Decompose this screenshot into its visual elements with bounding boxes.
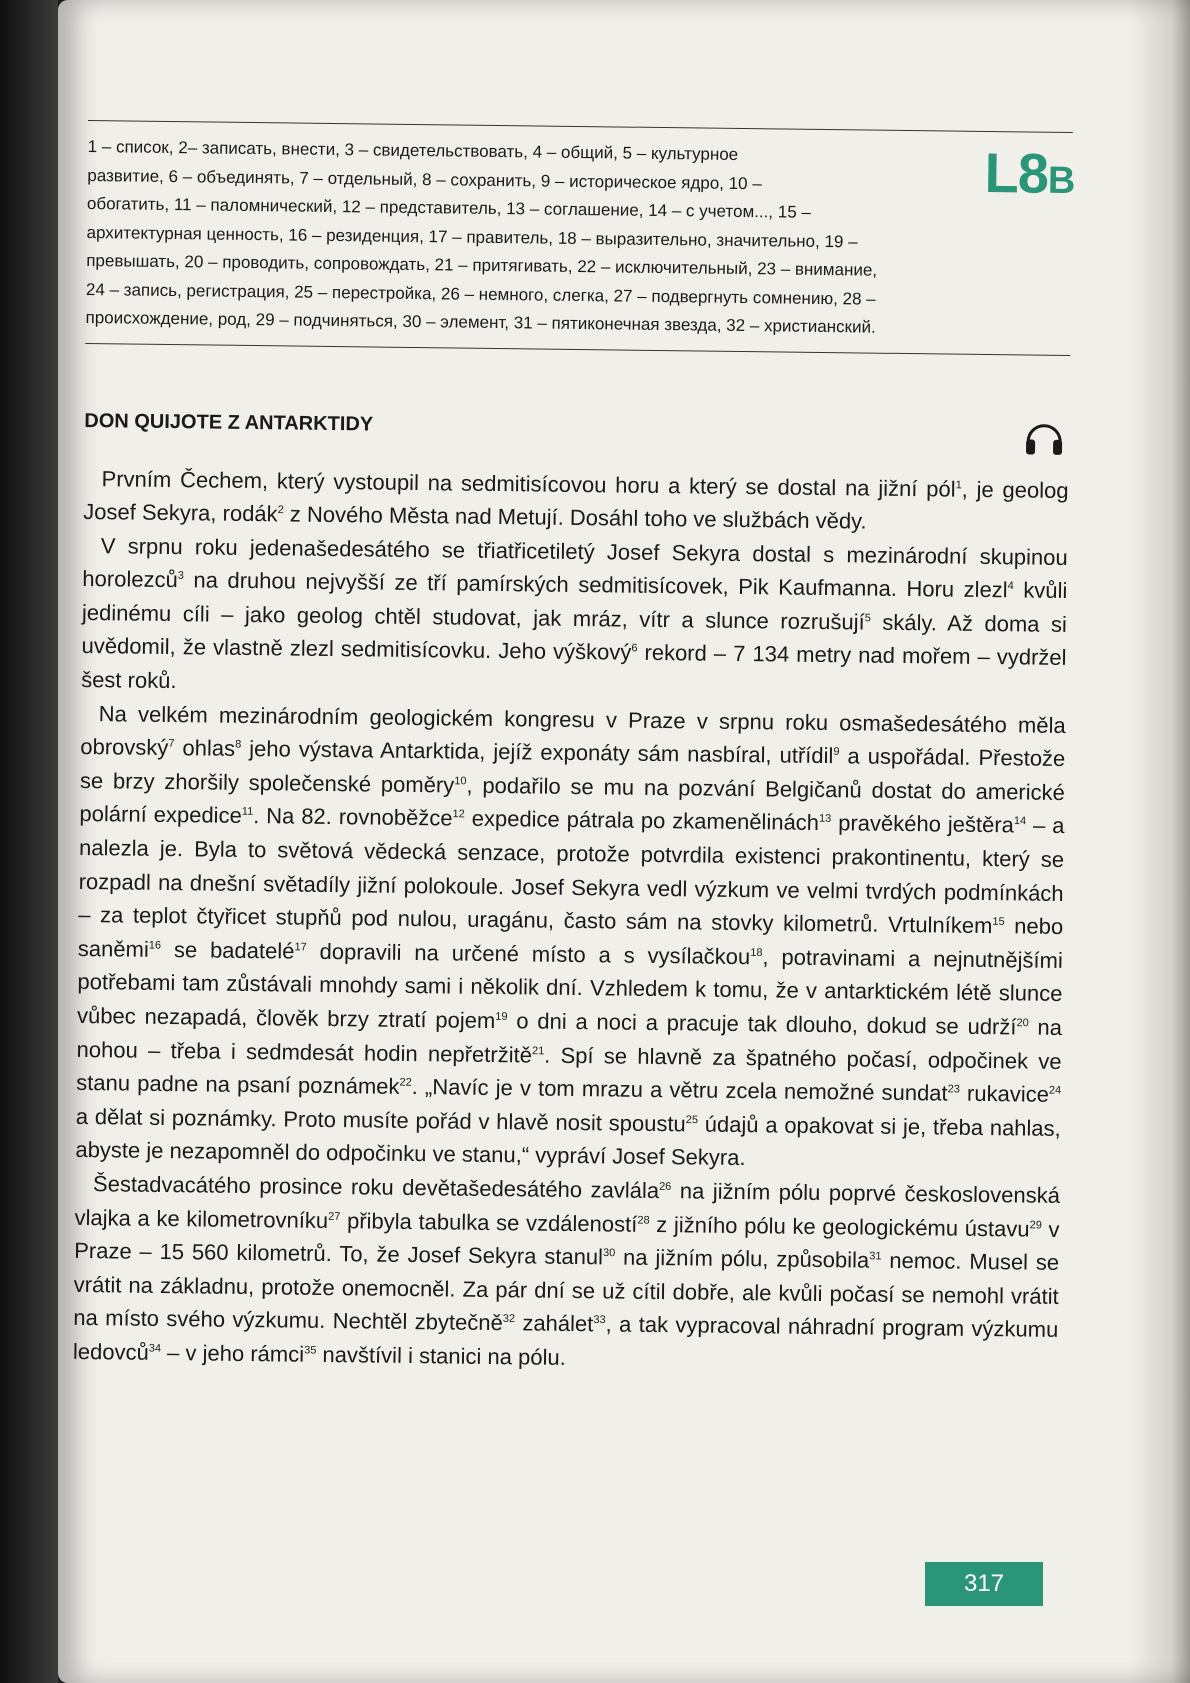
article-header [84,403,1069,455]
article-paragraph [73,1167,1060,1381]
footnote-marker: 15 [992,916,1005,929]
vocabulary-line: 1 – список, 2– записать, внести, 3 – свидетельствовать, 4 – общий, 5 – культурное [87,136,739,164]
footnote-marker: 11 [241,806,254,819]
paragraph-text: Prvním Čechem, který vystoupil na sedmitisícovou horu a který se dostal na jižní pól [101,465,956,502]
paragraph-text: kvůli jedinému cíli – jako geolog chtěl studovat, jak mráz, vítr a slunce rozrušují [81,577,1068,635]
footnote-marker: 6 [631,642,638,655]
footnote-marker: 12 [452,808,465,821]
footnote-marker: 24 [1048,1084,1062,1097]
paragraph-text: a dělat si poznámky. Proto musíte pořád v hlavě nosit spoustu [75,1103,686,1137]
vocabulary-line: происхождение, род, 29 – подчиняться, 30 – элемент, 31 – пятиконечная звезда, 32 – христианский. [85,307,876,337]
paragraph-text: , podařilo se mu na pozvání Belgičanů dostat do americké polární expedice [79,772,1066,829]
footnote-marker: 19 [495,1010,508,1023]
page-edge-shadow [1130,0,1190,1683]
article-title: DON QUIJOTE Z ANTARKTIDY [84,409,374,436]
paragraph-text: a uspořádal. Přestože se brzy zhoršily společenské poměry [79,743,1066,798]
book-spine [0,0,58,1683]
footnote-marker: 7 [168,737,175,751]
footnote-marker: 4 [1007,580,1014,593]
footnote-marker: 1 [955,478,962,491]
vocabulary-line: архитектурная ценность, 16 – резиденция, 17 – правитель, 18 – выразительно, значительно, 19 – [86,222,858,251]
footnote-marker: 16 [148,939,162,952]
footnote-marker: 31 [869,1250,882,1263]
paragraph-text: jeho výstava Antarktida, jejíž exponáty sám nasbíral, utřídil [241,736,834,769]
article-paragraph [83,461,1069,540]
article-paragraph [75,697,1066,1179]
paragraph-text: , a tak vypracoval náhradní program výzkumu ledovců [72,1311,1059,1365]
paragraph-text: , je geolog Josef Sekyra, rodák [83,476,1069,527]
paragraph-text: z jižního pólu ke geologickému ústavu [649,1211,1030,1242]
paragraph-text: údajů a opakovat si je, třeba nahlas, abyste je nezapomněl do odpočinku ve stanu,“ vypráví Josef Sekyra. [75,1111,1061,1171]
paragraph-text: z Nového Města nad Metují. Dosáhl toho ve službách vědy. [283,501,867,534]
paragraph-text: zahálet [514,1310,594,1337]
vocabulary-line: превышать, 20 – проводить, сопровождать, 21 – притягивать, 22 – исключительный, 23 – внимание, [86,250,878,280]
footnote-marker: 17 [294,941,307,954]
footnote-marker: 23 [947,1083,960,1096]
paragraph-text: dopravili na určené místo a s vysílačkou [306,938,751,969]
footnote-marker: 34 [148,1342,162,1355]
article-body [73,461,1069,1380]
footnote-marker: 3 [177,570,185,583]
unit-label [984,140,1075,206]
paragraph-text: . „Navíc je v tom mrazu a větru zcela nemožné sundat [411,1074,948,1106]
unit-label-main: L8 [984,140,1049,205]
footnote-marker: 26 [659,1180,672,1193]
paragraph-text: . Spí se hlavně za špatného počasí, odpočinek ve stanu padne na psaní poznámek [76,1042,1062,1100]
paragraph-text: navštívil i stanici na pólu. [316,1341,566,1370]
footnote-marker: 27 [328,1210,341,1223]
paragraph-text: nebo saněmi [77,913,1064,962]
footnote-marker: 13 [818,813,832,826]
footnote-marker: 20 [1016,1017,1029,1030]
headphones-icon [1023,415,1066,458]
paragraph-text: pravěkého ještěra [831,810,1015,838]
paragraph-text: skály. Až doma si uvědomil, že vlastně zlezl sedmitisícovku. Jeho výškový [81,609,1068,666]
paragraph-text: rukavice [959,1080,1050,1107]
paragraph-text: rekord – 7 134 metry nad mořem – vydržel šest roků. [81,640,1067,694]
paragraph-text: – v jeho rámci [160,1339,305,1367]
vocabulary-box [85,121,1073,355]
footnote-marker: 32 [502,1313,516,1326]
paragraph-text: na druhou nejvyšší ze tří pamírských sedmitisícovek, Pik Kaufmanna. Horu zlezl [183,567,1008,603]
footnote-marker: 29 [1029,1218,1042,1231]
unit-label-suffix: B [1047,159,1075,203]
footnote-marker: 30 [602,1247,616,1260]
paragraph-text: na nohou – třeba i sedmdesát hodin nepřetržitě [76,1014,1063,1068]
vocabulary-line: обогатить, 11 – паломнический, 12 – представитель, 13 – соглашение, 14 – с учетом..., 15 – [86,193,812,222]
vocabulary-line: 24 – запись, регистрация, 25 – перестройка, 26 – немного, слегка, 27 – подвергнуть сомнению, 28 – [85,279,876,309]
paragraph-text: – a nalezla je. Byla to světová vědecká senzace, protože potvrdila existenci prakontinentu, který se rozpadl na dnešní světadíly jižní polokoule. Josef Sekyra vedl výzkum ve velmi tvrdých podmínkách – za teplot čtyřicet stupňů pod nulou, uragánu, často sám na stovky kilometrů. Vrtulníkem [78,812,1065,939]
footnote-marker: 28 [637,1214,650,1227]
paragraph-text: V srpnu roku jedenašedesátého se třiatřicetiletý Josef Sekyra dostal s mezinárodní skupinou horolezců [82,532,1068,593]
footnote-marker: 21 [531,1044,545,1057]
paragraph-text: Na velkém mezinárodním geologickém kongresu v Praze v srpnu roku osmašedesátého měla obrovský [80,700,1066,761]
article-paragraph [81,529,1068,709]
footnote-marker: 22 [399,1076,412,1089]
footnote-marker: 25 [685,1113,699,1126]
paragraph-text: nemoc. Musel se vrátit na základnu, protože onemocněl. Za pár dní se už cítil dobře, ale kvůli počasí se nemohl vrátit na místo svého výzkumu. Nechtěl zbytečně [73,1247,1060,1336]
paragraph-text: na jižním pólu, způsobila [615,1244,870,1273]
footnote-marker: 5 [864,612,871,625]
page-number: 317 [925,1562,1043,1606]
paragraph-text: , potravinami a nejnutnějšími potřebami tam zůstávali mnohdy sami i několik dní. Vzhledem k tomu, že v antarktickém létě slunce vůbec nezapadá, člověk brzy ztratí pojem [76,944,1063,1034]
footnote-marker: 8 [235,738,242,751]
page-content [73,120,1073,1380]
footnote-marker: 33 [593,1314,606,1327]
paragraph-text: ohlas [174,735,236,762]
paragraph-text: se badatelé [160,936,295,964]
paragraph-text: expedice pátrala po zkamenělinách [464,806,820,836]
paragraph-text: na jižním pólu poprvé československá vlajka a ke kilometrovníku [74,1178,1061,1233]
paragraph-text: Šestadvacátého prosince roku devětašedesátého zavlála [92,1171,660,1204]
footnote-marker: 14 [1013,815,1027,828]
paragraph-text: . Na 82. rovnoběžce [253,803,453,831]
paragraph-text: o dni a noci a pracuje tak dlouho, dokud se udrží [507,1008,1017,1040]
footnote-marker: 18 [750,946,763,959]
footnote-marker: 9 [833,746,840,759]
paragraph-text: v Praze – 15 560 kilometrů. To, že Josef Sekyra stanul [74,1216,1060,1270]
footnote-marker: 2 [277,504,284,517]
footnote-marker: 10 [454,775,467,788]
footnote-marker: 35 [304,1344,317,1357]
vocabulary-line: развитие, 6 – объединять, 7 – отдельный, 8 – сохранить, 9 – историческое ядро, 10 – [87,165,762,193]
paragraph-text: přibyla tabulka se vzdáleností [340,1207,638,1237]
